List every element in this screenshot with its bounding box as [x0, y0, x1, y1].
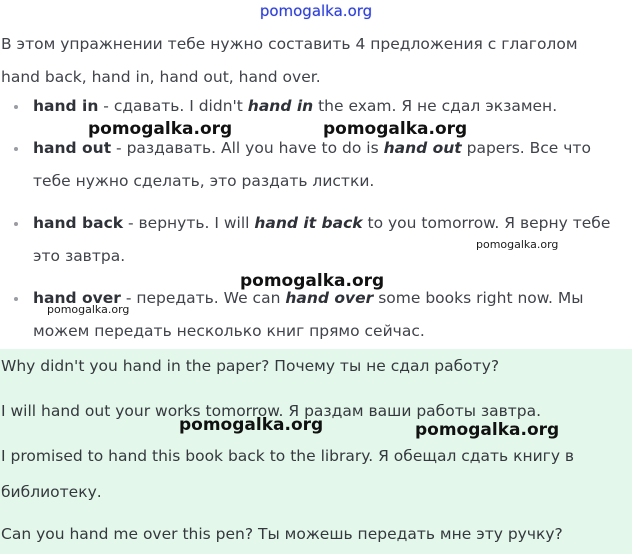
definition: - раздавать. All you have to do is: [111, 139, 384, 157]
example-rest: the exam. Я не сдал экзамен.: [313, 97, 558, 115]
answer-sentence-3: I promised to hand this book back to the library. Я обещал сдать книгу в библиотеку.: [1, 447, 575, 501]
example-phrase: hand out: [383, 139, 462, 157]
term: hand in: [33, 97, 99, 115]
example-rest: papers. Все что тебе нужно сделать, это раздать листки.: [33, 139, 591, 190]
answer-sentence-1: Why didn't you hand in the paper? Почему ты не сдал работу?: [1, 357, 500, 375]
example-phrase: hand over: [285, 289, 374, 307]
bullet-dot: [14, 147, 18, 151]
bullet-dot: [14, 105, 18, 109]
answer-sentence-2: I will hand out your works tomorrow. Я раздам ваши работы завтра.: [1, 402, 542, 420]
bullet-dot: [14, 222, 18, 226]
list-item-hand-out: [33, 132, 623, 198]
watermark: pomogalka.org: [47, 303, 130, 316]
watermark: pomogalka.org: [88, 119, 233, 139]
term: hand over: [33, 289, 121, 307]
definition: - вернуть. I will: [123, 214, 255, 232]
watermark: pomogalka.org: [415, 420, 560, 440]
example-rest: some books right now. Мы можем передать несколько книг прямо сейчас.: [33, 289, 584, 340]
watermark: pomogalka.org: [323, 119, 468, 139]
example-phrase: hand in: [247, 97, 314, 115]
site-title[interactable]: pomogalka.org: [259, 2, 373, 20]
watermark: pomogalka.org: [179, 415, 324, 435]
answer-sentence-4: Can you hand me over this pen? Ты можешь передать мне эту ручку?: [1, 525, 563, 543]
watermark: pomogalka.org: [476, 238, 559, 251]
bullet-dot: [14, 297, 18, 301]
example-rest: to you tomorrow. Я верну тебе это завтра.: [33, 214, 611, 265]
term: hand out: [33, 139, 112, 157]
term: hand back: [33, 214, 124, 232]
definition: - передать. We can: [120, 289, 286, 307]
watermark: pomogalka.org: [240, 271, 385, 291]
example-phrase: hand it back: [254, 214, 363, 232]
definition: - сдавать. I didn't: [98, 97, 248, 115]
intro-text: В этом упражнении тебе нужно составить 4 предложения с глаголом hand back, hand in, hand out, hand over.: [1, 35, 578, 86]
